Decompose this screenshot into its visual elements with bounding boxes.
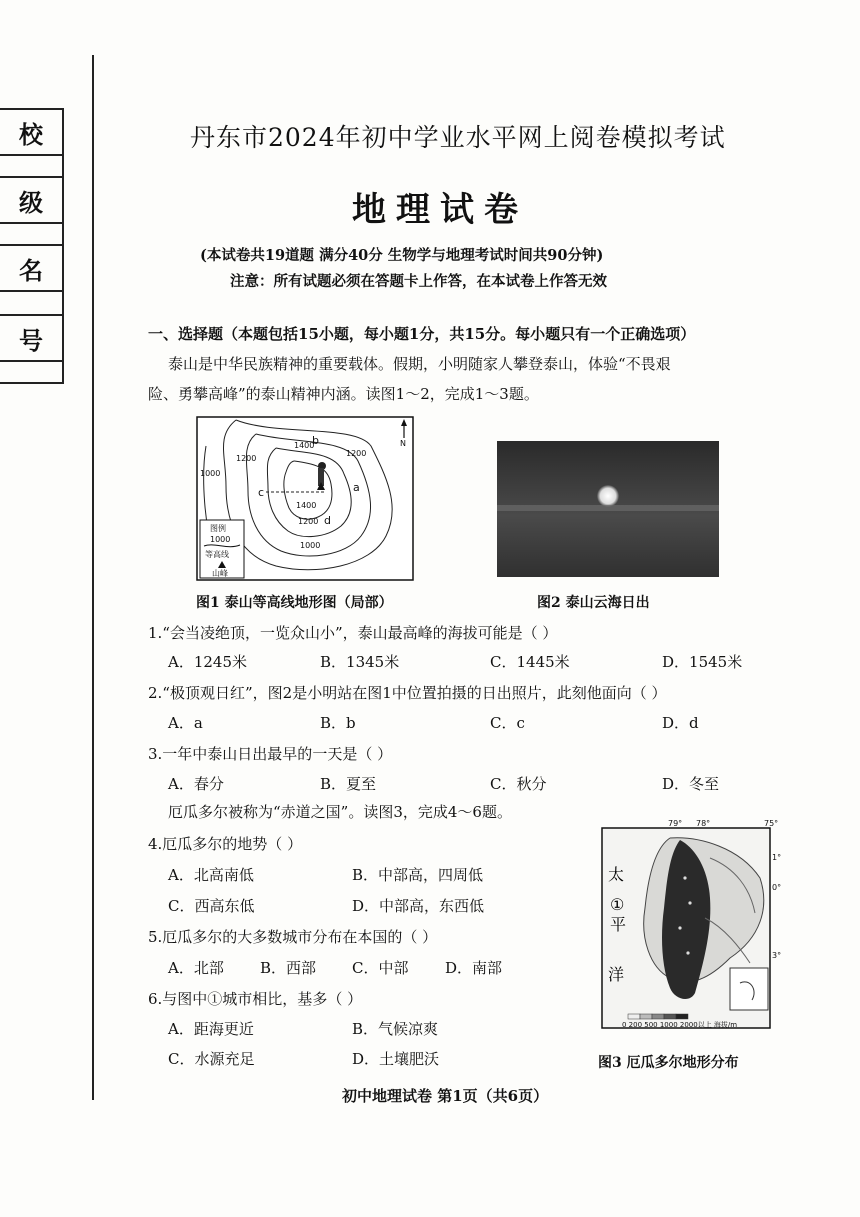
intro-line: 泰山是中华民族精神的重要载体。假期，小明随家人攀登泰山，体验“不畏艰 — [168, 355, 671, 373]
option: C．中部 — [352, 959, 409, 977]
exam-notice: 注意：所有试题必须在答题卡上作答，在本试卷上作答无效 — [230, 273, 607, 290]
point-label-d: d — [324, 514, 331, 527]
contour-label: 1000 — [300, 541, 321, 550]
intro-line: 险、勇攀高峰”的泰山精神内涵。读图1～2，完成1～3题。 — [148, 385, 539, 403]
binding-line — [92, 55, 94, 1100]
option: D．中部高，东西低 — [352, 897, 485, 915]
contour-label: 1200 — [346, 449, 367, 458]
option: C．水源充足 — [168, 1050, 255, 1068]
scale-swatch — [664, 1014, 676, 1019]
city-dot — [688, 901, 691, 904]
option: B．气候凉爽 — [352, 1020, 439, 1038]
point-label-c: c — [258, 486, 265, 499]
point-label-a: a — [353, 481, 360, 494]
exam-info: (本试卷共19道题 满分40分 生物学与地理考试时间共90分钟) — [200, 247, 604, 264]
side-label-class: 级 — [0, 176, 64, 224]
contour-label: 1200 — [236, 454, 257, 463]
ocean-char: 太 — [608, 865, 625, 884]
scale-swatch — [652, 1014, 664, 1019]
contour-map — [196, 416, 414, 581]
option: C．c — [490, 714, 525, 732]
question-3: 3.一年中泰山日出最早的一天是（ ） — [148, 745, 393, 763]
ecuador-map — [600, 818, 786, 1040]
figure1-caption: 图1 泰山等高线地形图（局部） — [196, 595, 393, 611]
option: D．南部 — [445, 959, 503, 977]
contour-label: 1000 — [200, 469, 221, 478]
legend-value: 1000 — [210, 535, 231, 544]
option: B．西部 — [260, 959, 317, 977]
side-label-school: 校 — [0, 108, 64, 156]
option: A．北高南低 — [168, 866, 254, 884]
side-gap — [0, 220, 64, 244]
option: B．1345米 — [320, 653, 400, 671]
option: C．西高东低 — [168, 897, 255, 915]
option: A．春分 — [168, 775, 224, 793]
option: D．1545米 — [662, 653, 743, 671]
sunrise-photo — [497, 441, 719, 577]
city-dot — [686, 951, 689, 954]
point-label-b: b — [312, 434, 319, 447]
city-dot — [678, 926, 681, 929]
cloud-sea-line — [497, 505, 719, 511]
city-mark-1: ① — [610, 895, 625, 914]
longitude-label: 78° — [696, 819, 711, 828]
latitude-label: 0° — [772, 883, 782, 892]
inset-map — [730, 968, 768, 1010]
side-label-name: 名 — [0, 244, 64, 292]
side-label-number: 号 — [0, 314, 64, 362]
contour-label: 1400 — [296, 501, 317, 510]
figure3-caption: 图3 厄瓜多尔地形分布 — [598, 1055, 739, 1071]
elevation-scale: 0 200 500 1000 2000以上 海拔/m — [622, 1021, 738, 1029]
longitude-label: 79° — [668, 819, 683, 828]
option: A．a — [168, 714, 203, 732]
latitude-label: 1° — [772, 853, 782, 862]
option: A．1245米 — [168, 653, 248, 671]
side-gap — [0, 358, 64, 384]
side-gap — [0, 152, 64, 176]
question-6: 6.与图中①城市相比，基多（ ） — [148, 990, 363, 1008]
option: A．距海更近 — [168, 1020, 254, 1038]
latitude-label: 3° — [772, 951, 782, 960]
contour-label: 1200 — [298, 517, 319, 526]
option: C．秋分 — [490, 775, 547, 793]
option: B．中部高，四周低 — [352, 866, 484, 884]
option: C．1445米 — [490, 653, 570, 671]
city-dot — [683, 876, 686, 879]
scale-swatch — [628, 1014, 640, 1019]
option: A．北部 — [168, 959, 224, 977]
north-label: N — [400, 439, 406, 448]
figure2-caption: 图2 泰山云海日出 — [537, 595, 650, 611]
question-2: 2.“极顶观日红”，图2是小明站在图1中位置拍摄的日出照片，此刻他面向（ ） — [148, 684, 667, 702]
subject-title: 地理试卷 — [352, 190, 528, 230]
legend-peak-text: 山峰 — [212, 569, 228, 578]
page-footer: 初中地理试卷 第1页（共6页） — [342, 1087, 549, 1105]
question-5: 5.厄瓜多尔的大多数城市分布在本国的（ ） — [148, 928, 438, 946]
ocean-char: 洋 — [608, 965, 625, 984]
option: B．b — [320, 714, 356, 732]
question-4: 4.厄瓜多尔的地势（ ） — [148, 835, 303, 853]
section-heading: 一、选择题（本题包括15小题，每小题1分，共15分。每小题只有一个正确选项） — [148, 325, 696, 343]
ocean-char: 平 — [610, 915, 627, 934]
option: B．夏至 — [320, 775, 377, 793]
legend-contour-text: 等高线 — [205, 550, 229, 559]
scale-swatch — [640, 1014, 652, 1019]
side-gap — [0, 288, 64, 314]
exam-title: 丹东市2024年初中学业水平网上阅卷模拟考试 — [190, 123, 726, 152]
legend-title: 图例 — [210, 524, 226, 533]
option: D．d — [662, 714, 699, 732]
longitude-label: 75° — [764, 819, 779, 828]
ecuador-intro: 厄瓜多尔被称为“赤道之国”。读图3，完成4～6题。 — [168, 803, 512, 821]
option: D．土壤肥沃 — [352, 1050, 440, 1068]
sun-glow — [597, 485, 619, 507]
contour-label: 1400 — [294, 441, 315, 450]
question-1: 1.“会当凌绝顶，一览众山小”，泰山最高峰的海拔可能是（ ） — [148, 624, 558, 642]
option: D．冬至 — [662, 775, 720, 793]
scale-swatch — [676, 1014, 688, 1019]
